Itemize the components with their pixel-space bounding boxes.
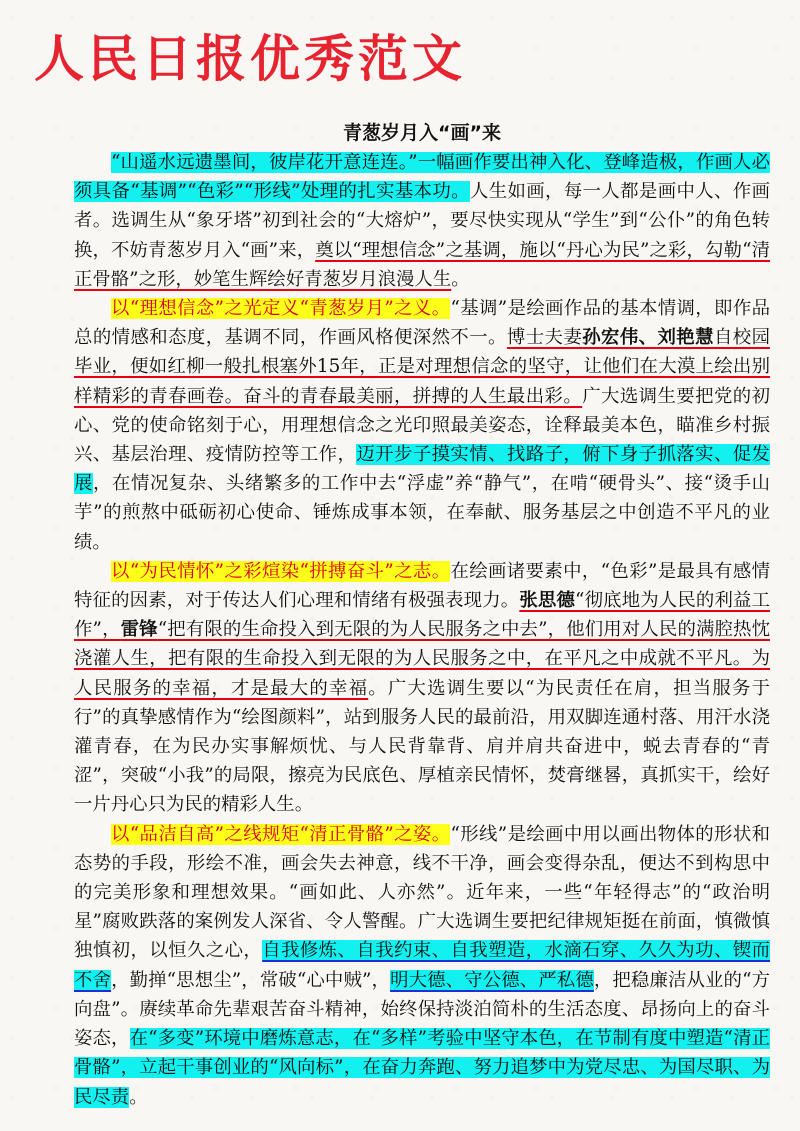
person-name: 雷锋: [120, 619, 158, 641]
section-lead: 以“品洁自高”之线规矩“清正骨骼”之姿。: [111, 823, 451, 845]
highlight: 自我修炼、自我约束、自我塑造，水滴石穿、久久为功、锲而不舍: [74, 940, 770, 991]
highlight: 在“多变”环境中磨炼意志，在“多样”考验中坚守本色，在节制有度中塑造“清正骨骼”，立起干事创业的“风向标”，在奋力奔跑、努力追梦中为党尽忠、为国尽职、为民尽责: [74, 1028, 770, 1108]
section-lead: 以“为民情怀”之彩煊染“拼搏奋斗”之志。: [111, 560, 451, 582]
underline-text: 自校园毕业，便如红柳一般扎根塞外15年，正是对理想信念的坚守，让他们在大漠上绘出别样精彩的青春画卷。奋斗的青春最美丽，拼搏的人生最出彩。: [74, 327, 770, 407]
paragraph-1: [74, 148, 770, 294]
paragraph-4: [74, 820, 770, 1112]
section-lead: 以“理想信念”之光定义“青葱岁月”之义。: [111, 298, 451, 320]
text: “形线”是绘画中用以画出物体的形状和态势的手段，形绘不准，画会失去神意，线不干净，画会变得杂乱，便达不到构思中的完美形象和理想效果。“画如此、人亦然”。近年来，一些“年轻得志”的“政治明星”腐败跌落的案例发人深省、令人警醒。广大选调生要把纪律规矩挺在前面，慎微慎独慎初，以恒久之心，: [74, 823, 770, 962]
text: ，勤掸“思想尘”，常破“心中贼”，: [111, 969, 391, 991]
underline-text: 博士夫妻: [506, 327, 583, 349]
underline-text: 奠以“理想信念”之基调，施以“丹心为民”之彩，勾勒“清正骨骼”之形，妙笔生辉绘好青葱岁月浪漫人生: [74, 239, 770, 290]
highlight: 明大德、守公德、严私德: [390, 969, 594, 991]
text: 广大选调生要把党的初心、党的使命铭刻于心，用理想信念之光印照最美姿态，诠释最美本色，瞄准乡村振兴、基层治理、疫情防控等工作，: [74, 385, 770, 466]
person-name: 张思德: [519, 590, 576, 612]
underline-text: “把有限的生命投入到无限的为人民服务之中去”，他们用对人民的满腔热忱浇灌人生，把有限的生命投入到无限的为人民服务之中，在平凡之中成就不平凡。为人民服务的幸福，才是最大的幸福: [74, 619, 770, 699]
paragraph-2: [74, 294, 770, 557]
paragraph-3: [74, 557, 770, 820]
header-title: 人民日报优秀范文: [34, 30, 466, 88]
article-title: 青葱岁月入“画”来: [343, 122, 501, 144]
text: ，把稳廉洁从业的“方向盘”。赓续革命先辈艰苦奋斗精神，始终保持淡泊简朴的生活态度、昂扬向上的奋斗姿态，: [74, 969, 770, 1050]
underline-text: “彻底地为人民的利益工作”，: [74, 590, 770, 641]
person-names: 孙宏伟、刘艳慧: [582, 327, 714, 349]
article: [74, 118, 770, 1112]
highlight: “山遥水远遗墨间，彼岸花开意连连。”一幅画作要出神入化、登峰造极，作画人必须具备“基调”“色彩”“形线”处理的扎实基本功。: [74, 152, 770, 203]
text: 人生如画，每一人都是画中人、作画者。选调生从“象牙塔”初到社会的“大熔炉”，要尽快实现从“学生”到“公仆”的角色转换，不妨青葱岁月入“画”来，: [74, 181, 770, 261]
text: 。广大选调生要以“为民责任在肩，担当服务于行”的真挚感情作为“绘图颜料”，站到服务人民的最前沿，用双脚连通村落、用汗水浇灌青春，在为民办实事解烦忧、与人民背靠背、肩并肩共奋进中，蜕去青春的“青涩”，突破“小我”的局限，擦亮为民底色、厚植亲民情怀，焚膏继晷，真抓实干，绘好一片丹心只为民的精彩人生。: [74, 677, 770, 816]
text: ，在情况复杂、头绪繁多的工作中去“浮虚”养“静气”，在啃“硬骨头”、接“烫手山芋”的煎熬中砥砺初心使命、锤炼成事本领，在奉献、服务基层之中创造不平凡的业绩。: [74, 473, 770, 553]
highlight: 迈开步子摸实情、找路子，俯下身子抓落实、促发展: [74, 444, 770, 495]
text: 在绘画诸要素中，“色彩”是最具有感情特征的因素，对于传达人们心理和情绪有极强表现力。: [74, 560, 770, 612]
text: 。: [129, 1086, 148, 1108]
text: 。: [451, 268, 470, 290]
text: “基调”是绘画作品的基本情调，即作品总的情感和态度，基调不同，作画风格便深然不一。: [74, 298, 770, 349]
